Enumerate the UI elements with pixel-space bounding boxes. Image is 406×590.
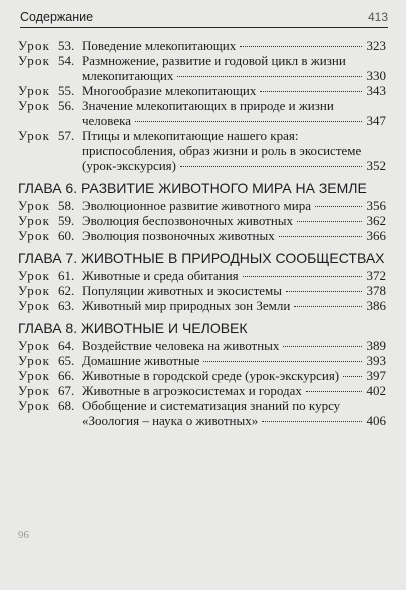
toc-page-number: 330 (366, 68, 386, 83)
dot-leader (286, 291, 362, 292)
dot-leader (240, 46, 362, 47)
chapter-heading: ГЛАВА 7. ЖИВОТНЫЕ В ПРИРОДНЫХ СООБЩЕСТВАХ (18, 250, 385, 266)
lesson-label: Урок (18, 383, 51, 398)
toc-entry[interactable] (18, 83, 386, 98)
lesson-title-continuation: «Зоология – наука о животных» (82, 413, 259, 428)
lesson-label: Урок (18, 283, 51, 298)
toc-page-number: 352 (366, 158, 386, 173)
lesson-number: 65. (58, 353, 75, 368)
toc-entry[interactable] (18, 283, 386, 298)
dot-leader (283, 346, 362, 347)
toc-entry[interactable] (18, 353, 386, 368)
toc-entry[interactable] (18, 98, 386, 128)
lesson-number: 56. (58, 98, 75, 113)
toc-entry[interactable] (18, 53, 386, 83)
lesson-title: Эволюционное развитие животного мира (82, 198, 311, 213)
dot-leader (294, 306, 362, 307)
lesson-title: Обобщение и систематизация знаний по курсу (82, 398, 341, 413)
toc-page-number: 378 (366, 283, 386, 298)
lesson-label: Урок (18, 213, 51, 228)
lesson-number: 57. (58, 128, 75, 143)
lesson-number: 60. (58, 228, 75, 243)
lesson-label: Урок (18, 353, 51, 368)
toc-page-number: 323 (366, 38, 386, 53)
dot-leader (279, 236, 362, 237)
dot-leader (262, 421, 362, 422)
dot-leader (180, 166, 362, 167)
lesson-title: Животные в городской среде (урок-экскурсия) (82, 368, 340, 383)
lesson-label: Урок (18, 228, 51, 243)
lesson-title: Многообразие млекопитающих (82, 83, 257, 98)
dot-leader (306, 391, 362, 392)
lesson-label: Урок (18, 268, 51, 283)
toc-page-number: 347 (366, 113, 386, 128)
dot-leader (243, 276, 362, 277)
lesson-label: Урок (18, 98, 51, 113)
lesson-title: Воздействие человека на животных (82, 338, 280, 353)
lesson-number: 55. (58, 83, 75, 98)
dot-leader (135, 121, 362, 122)
lesson-title-continuation: млекопитающих (82, 68, 174, 83)
toc-page-number: 393 (366, 353, 386, 368)
toc-page-number: 397 (366, 368, 386, 383)
page-title: Содержание (20, 10, 94, 24)
chapter-heading: ГЛАВА 6. РАЗВИТИЕ ЖИВОТНОГО МИРА НА ЗЕМЛЕ (18, 180, 367, 196)
lesson-number: 54. (58, 53, 75, 68)
toc-page-number: 406 (366, 413, 386, 428)
lesson-title: Эволюция позвоночных животных (82, 228, 275, 243)
toc-page-number: 402 (366, 383, 386, 398)
dot-leader (315, 206, 362, 207)
dot-leader (343, 376, 362, 377)
lesson-title: Животные в агроэкосистемах и городах (82, 383, 302, 398)
lesson-label: Урок (18, 83, 51, 98)
lesson-title: Домашние животные (82, 353, 200, 368)
lesson-title-continuation: (урок-экскурсия) (82, 158, 176, 173)
chapter-heading: ГЛАВА 8. ЖИВОТНЫЕ И ЧЕЛОВЕК (18, 320, 248, 336)
lesson-title: Птицы и млекопитающие нашего края: приспособления, образ жизни и роль в экосистеме (82, 128, 362, 158)
toc-entry[interactable] (18, 338, 386, 353)
toc-page-number: 372 (366, 268, 386, 283)
toc-entry[interactable] (18, 128, 386, 173)
toc-page-number: 362 (366, 213, 386, 228)
lesson-number: 62. (58, 283, 75, 298)
toc-page-number: 356 (366, 198, 386, 213)
lesson-title: Значение млекопитающих в природе и жизни (82, 98, 334, 113)
lesson-number: 58. (58, 198, 75, 213)
corner-mark: 96 (18, 528, 29, 540)
toc-page-number: 389 (366, 338, 386, 353)
lesson-title: Популяции животных и экосистемы (82, 283, 282, 298)
toc-entry[interactable] (18, 228, 386, 243)
lesson-label: Урок (18, 298, 51, 313)
dot-leader (177, 76, 362, 77)
dot-leader (203, 361, 362, 362)
lesson-number: 67. (58, 383, 75, 398)
lesson-number: 68. (58, 398, 75, 413)
lesson-label: Урок (18, 38, 51, 53)
lesson-label: Урок (18, 53, 51, 68)
lesson-title: Эволюция беспозвоночных животных (82, 213, 294, 228)
lesson-title: Размножение, развитие и годовой цикл в жизни (82, 53, 346, 68)
toc-entry[interactable] (18, 368, 386, 383)
lesson-label: Урок (18, 128, 51, 143)
lesson-title-continuation: человека (82, 113, 132, 128)
toc-entry[interactable] (18, 268, 386, 283)
lesson-label: Урок (18, 398, 51, 413)
dot-leader (297, 221, 362, 222)
lesson-number: 64. (58, 338, 75, 353)
toc-entry[interactable] (18, 383, 386, 398)
lesson-number: 63. (58, 298, 75, 313)
toc-entry[interactable] (18, 38, 386, 53)
lesson-number: 59. (58, 213, 75, 228)
lesson-title: Животный мир природных зон Земли (82, 298, 291, 313)
lesson-number: 53. (58, 38, 75, 53)
lesson-label: Урок (18, 368, 51, 383)
dot-leader (260, 91, 362, 92)
lesson-label: Урок (18, 338, 51, 353)
lesson-label: Урок (18, 198, 51, 213)
toc-entry[interactable] (18, 298, 386, 313)
toc-entry[interactable] (18, 398, 386, 428)
page-number: 413 (367, 10, 388, 24)
lesson-title: Животные и среда обитания (82, 268, 239, 283)
page-header (20, 7, 388, 28)
toc-page-number: 343 (366, 83, 386, 98)
toc-entry[interactable] (18, 213, 386, 228)
toc-page-number: 386 (366, 298, 386, 313)
toc-page-number: 366 (366, 228, 386, 243)
table-of-contents (18, 38, 386, 428)
toc-entry[interactable] (18, 198, 386, 213)
lesson-number: 66. (58, 368, 75, 383)
lesson-title: Поведение млекопитающих (82, 38, 237, 53)
lesson-number: 61. (58, 268, 75, 283)
